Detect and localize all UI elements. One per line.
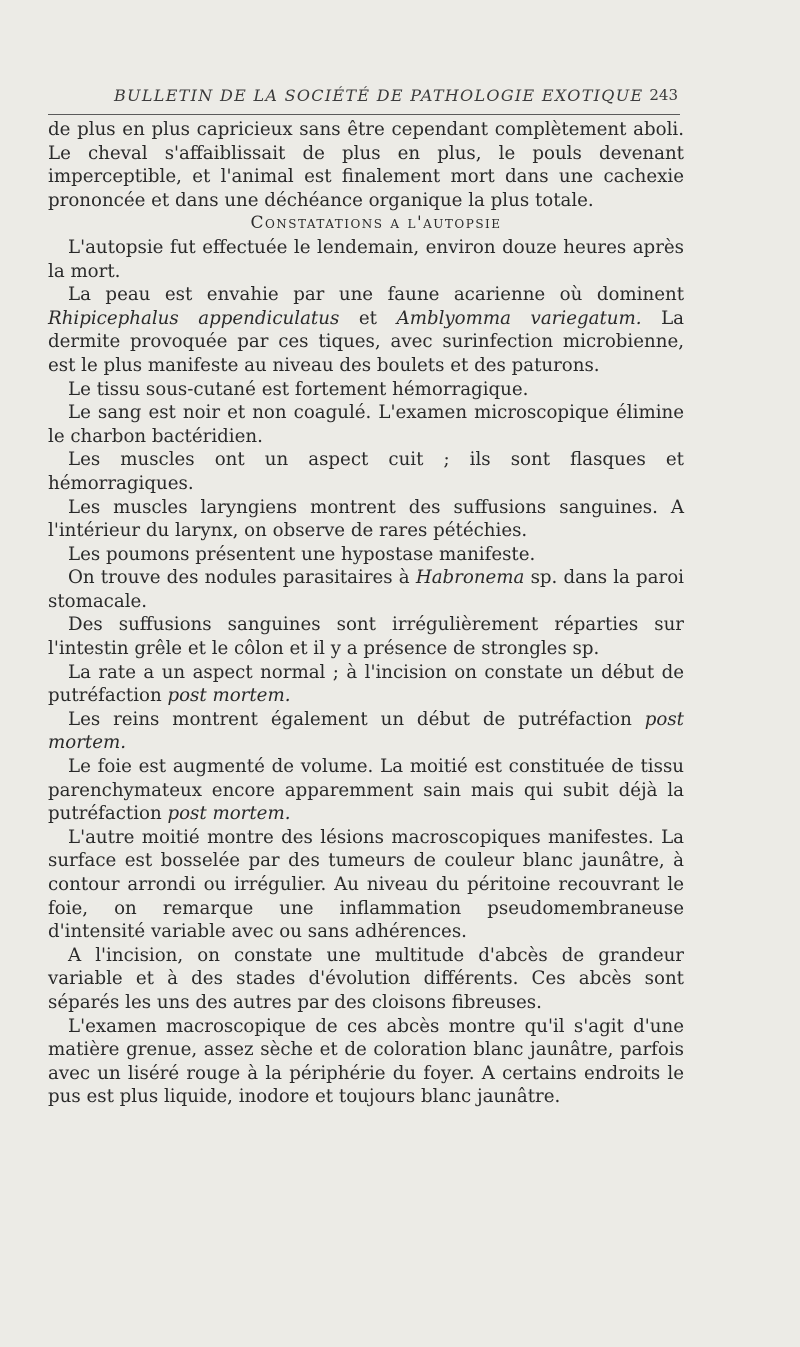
paragraph <box>48 566 684 613</box>
paragraph <box>48 661 684 708</box>
paragraph: L'autopsie fut effectuée le lendemain, environ douze heures après la mort. <box>48 236 684 282</box>
paragraph: Les muscles ont un aspect cuit ; ils sont flasques et hémorragiques. <box>48 449 684 494</box>
paragraph: Le sang est noir et non coagulé. L'examen microscopique élimine le charbon bactéridien. <box>48 402 684 447</box>
species-name: Rhipicephalus appendiculatus <box>48 307 340 329</box>
latin-term: post mortem. <box>167 803 291 825</box>
paragraph: Le tissu sous-cutané est fortement hémorragique. <box>68 378 529 400</box>
paragraph: Les poumons présentent une hypostase manifeste. <box>68 543 536 565</box>
text-run: et <box>339 307 397 329</box>
paragraph: L'examen macroscopique de ces abcès montre qu'il s'agit d'une matière grenue, assez sèche et de coloration blanc jaunâtre, parfois avec un liséré rouge à la périphérie du foyer. A certains endroits le pus est plus liquide, inodore et toujours blanc jaunâtre. <box>48 1015 684 1108</box>
page-number: 243 <box>649 86 678 104</box>
text-run: La peau est envahie par une faune acarienne où dominent <box>68 284 684 306</box>
latin-term: post mortem. <box>167 685 291 707</box>
paragraph: Des suffusions sanguines sont irrégulièrement réparties sur l'intestin grêle et le côlon et il y a présence de strongles sp. <box>48 614 684 660</box>
text-run: Les reins montrent également un début de putréfaction <box>68 708 645 730</box>
body-text <box>48 118 684 1109</box>
text-run: Le foie est augmenté de volume. La moitié est constituée de tissu parenchymateux encore apparemment sain mais qui subit déjà la putréfaction <box>48 756 684 825</box>
running-head: BULLETIN DE LA SOCIÉTÉ DE PATHOLOGIE EXOTIQUE <box>114 86 644 105</box>
latin-term: post mortem. <box>48 708 684 754</box>
section-title: Constatations a l'autopsie <box>250 213 502 234</box>
genus-name: Habronema <box>415 567 525 589</box>
paragraph: L'autre moitié montre des lésions macroscopiques manifestes. La surface est bosselée par des tumeurs de couleur blanc jaunâtre, à contour arrondi ou irrégulier. Au niveau du péritoine recouvrant le foie, on remarque une inflammation pseudomembraneuse d'intensité variable avec ou sans adhérences. <box>48 826 684 943</box>
paragraph <box>48 708 684 755</box>
paragraph <box>48 283 684 377</box>
species-name: Amblyomma variegatum. <box>396 307 642 329</box>
paragraph <box>48 755 684 826</box>
text-run: On trouve des nodules parasitaires à <box>68 567 416 589</box>
page-header <box>48 80 680 115</box>
paragraph: A l'incision, on constate une multitude d'abcès de grandeur variable et à des stades d'évolution différents. Ces abcès sont séparés les uns des autres par des cloisons fibreuses. <box>48 944 684 1013</box>
paragraph-continuation: de plus en plus capricieux sans être cependant complètement aboli. Le cheval s'affaiblissait de plus en plus, le pouls devenant imperceptible, et l'animal est finalement mort dans une cachexie prononcée et dans une déchéance organique la plus totale. <box>48 119 684 211</box>
text-run: La rate a un aspect normal ; à l'incision on constate un début de putréfaction <box>48 661 684 707</box>
paragraph: Les muscles laryngiens montrent des suffusions sanguines. A l'intérieur du larynx, on observe de rares pétéchies. <box>48 496 684 542</box>
text-run: sp. dans la paroi stomacale. <box>48 567 684 612</box>
text-run: La dermite provoquée par ces tiques, avec surinfection microbienne, est le plus manifeste au niveau des boulets et des paturons. <box>48 307 685 376</box>
